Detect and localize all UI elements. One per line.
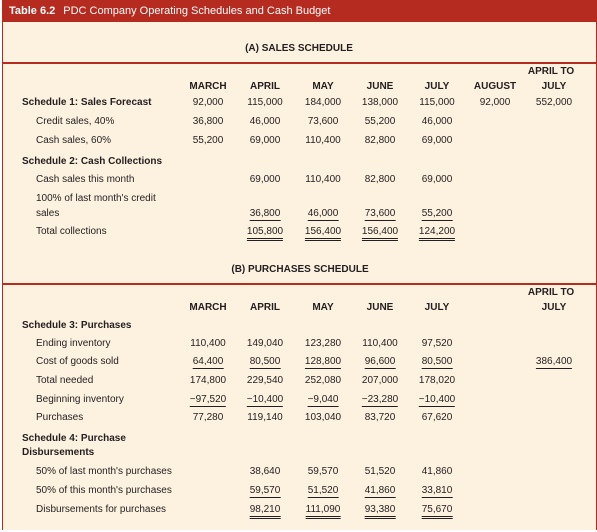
sales-header-rule (3, 62, 596, 64)
credit-may: 73,600 (307, 116, 339, 127)
last-month-july: 41,860 (421, 466, 453, 477)
cogs-total: 386,400 (535, 356, 573, 367)
cogs-march: 64,400 (192, 356, 224, 367)
cash-may: 110,400 (305, 135, 341, 146)
cash-this-month-label: Cash sales this month (36, 174, 135, 185)
purch-col-may: MAY (312, 302, 334, 313)
last-month-april: 38,640 (249, 466, 281, 477)
purch-col-march: MARCH (189, 302, 227, 313)
total-needed-april: 229,540 (246, 375, 284, 386)
ending-inventory-label: Ending inventory (36, 338, 111, 349)
forecast-march: 92,000 (192, 97, 224, 108)
table-label: Table 6.2 (9, 5, 56, 17)
purchases-header-rule (3, 283, 596, 285)
forecast-august: 92,000 (479, 97, 511, 108)
disbursements-july: 75,670 (422, 504, 453, 519)
credit-prev-label-line2: sales (36, 208, 60, 219)
cash-month-may: 110,400 (305, 174, 341, 185)
purchases-label: Purchases (36, 412, 84, 423)
purchases-total-header-line2: JULY (541, 302, 567, 313)
ending-inv-march: 110,400 (190, 338, 226, 349)
ending-inv-june: 110,400 (362, 338, 398, 349)
credit-prev-april: 36,800 (249, 208, 281, 219)
cash-sales-label: Cash sales, 60% (36, 135, 112, 146)
credit-prev-june: 73,600 (364, 208, 396, 219)
table-frame (2, 0, 597, 530)
forecast-june: 138,000 (361, 97, 399, 108)
purchases-may: 103,040 (304, 412, 342, 423)
this-month-purchases-label: 50% of this month's purchases (36, 485, 172, 496)
schedule1-label: Schedule 1: Sales Forecast (22, 97, 152, 108)
credit-june: 55,200 (364, 116, 396, 127)
ending-inv-april: 149,040 (246, 338, 284, 349)
sales-col-august: AUGUST (473, 81, 517, 92)
purchases-june: 83,720 (364, 412, 396, 423)
forecast-total: 552,000 (535, 97, 573, 108)
credit-april: 46,000 (249, 116, 281, 127)
sales-col-may: MAY (312, 81, 334, 92)
begin-inv-may: −9,040 (307, 394, 339, 405)
ending-inv-july: 97,520 (421, 338, 453, 349)
schedule4-label-line2: Disbursements (22, 447, 95, 458)
forecast-july: 115,000 (419, 97, 455, 108)
last-month-purchases-label: 50% of last month's purchases (36, 466, 172, 477)
cogs-label: Cost of goods sold (36, 356, 119, 367)
purchases-april: 119,140 (247, 412, 283, 423)
begin-inv-july: −10,400 (418, 394, 456, 405)
purchases-march: 77,280 (192, 412, 224, 423)
cash-month-june: 82,800 (364, 174, 396, 185)
this-month-april: 59,570 (249, 485, 281, 496)
cogs-july: 80,500 (421, 356, 453, 367)
table-title: PDC Company Operating Schedules and Cash Budget (63, 5, 331, 17)
disbursements-april: 98,210 (250, 504, 281, 519)
total-collections-april: 105,800 (247, 226, 283, 241)
cogs-april: 80,500 (249, 356, 281, 367)
sales-col-march: MARCH (189, 81, 227, 92)
cash-july: 69,000 (421, 135, 453, 146)
total-collections-label: Total collections (36, 226, 107, 237)
cogs-may: 128,800 (304, 356, 342, 367)
sales-total-header-line1: APRIL TO (527, 66, 575, 77)
credit-prev-label-line1: 100% of last month's credit (36, 193, 156, 204)
cash-march: 55,200 (192, 135, 224, 146)
this-month-july: 33,810 (421, 485, 453, 496)
begin-inv-june: −23,280 (361, 394, 399, 405)
credit-july: 46,000 (421, 116, 453, 127)
total-needed-march: 174,800 (189, 375, 227, 386)
disbursements-label: Disbursements for purchases (36, 504, 167, 515)
disbursements-june: 93,380 (365, 504, 396, 519)
begin-inv-march: −97,520 (189, 394, 227, 405)
sales-col-june: JUNE (366, 81, 394, 92)
schedule2-label: Schedule 2: Cash Collections (22, 156, 163, 167)
purch-col-april: APRIL (250, 302, 280, 313)
cash-month-april: 69,000 (249, 174, 281, 185)
sales-col-april: APRIL (250, 81, 280, 92)
last-month-may: 59,570 (307, 466, 339, 477)
total-collections-july: 124,200 (419, 226, 455, 241)
schedule3-label: Schedule 3: Purchases (22, 320, 132, 331)
begin-inv-april: −10,400 (246, 394, 284, 405)
beginning-inventory-label: Beginning inventory (36, 394, 124, 405)
sales-total-header-line2: JULY (541, 81, 567, 92)
total-collections-june: 156,400 (362, 226, 398, 241)
total-needed-july: 178,020 (418, 375, 456, 386)
cogs-june: 96,600 (364, 356, 396, 367)
forecast-april: 115,000 (247, 97, 283, 108)
credit-prev-may: 46,000 (307, 208, 339, 219)
total-collections-may: 156,400 (305, 226, 341, 241)
this-month-may: 51,520 (307, 485, 339, 496)
table-title-bar (3, 0, 596, 22)
total-needed-may: 252,080 (304, 375, 342, 386)
cash-june: 82,800 (364, 135, 396, 146)
purchases-total-header-line1: APRIL TO (527, 287, 575, 298)
purch-col-july: JULY (424, 302, 450, 313)
last-month-june: 51,520 (364, 466, 396, 477)
ending-inv-may: 123,280 (304, 338, 342, 349)
purch-col-june: JUNE (366, 302, 394, 313)
disbursements-may: 111,090 (306, 504, 341, 519)
forecast-may: 184,000 (304, 97, 342, 108)
purchases-july: 67,620 (421, 412, 453, 423)
total-needed-label: Total needed (36, 375, 94, 386)
credit-sales-label: Credit sales, 40% (36, 116, 115, 127)
sales-schedule-heading: (A) SALES SCHEDULE (245, 43, 353, 54)
credit-prev-july: 55,200 (421, 208, 453, 219)
cash-month-july: 69,000 (421, 174, 453, 185)
cash-april: 69,000 (249, 135, 281, 146)
schedule4-label-line1: Schedule 4: Purchase (22, 433, 126, 444)
total-needed-june: 207,000 (361, 375, 399, 386)
sales-col-july: JULY (424, 81, 450, 92)
this-month-june: 41,860 (364, 485, 396, 496)
credit-march: 36,800 (192, 116, 224, 127)
purchases-schedule-heading: (B) PURCHASES SCHEDULE (231, 264, 369, 275)
